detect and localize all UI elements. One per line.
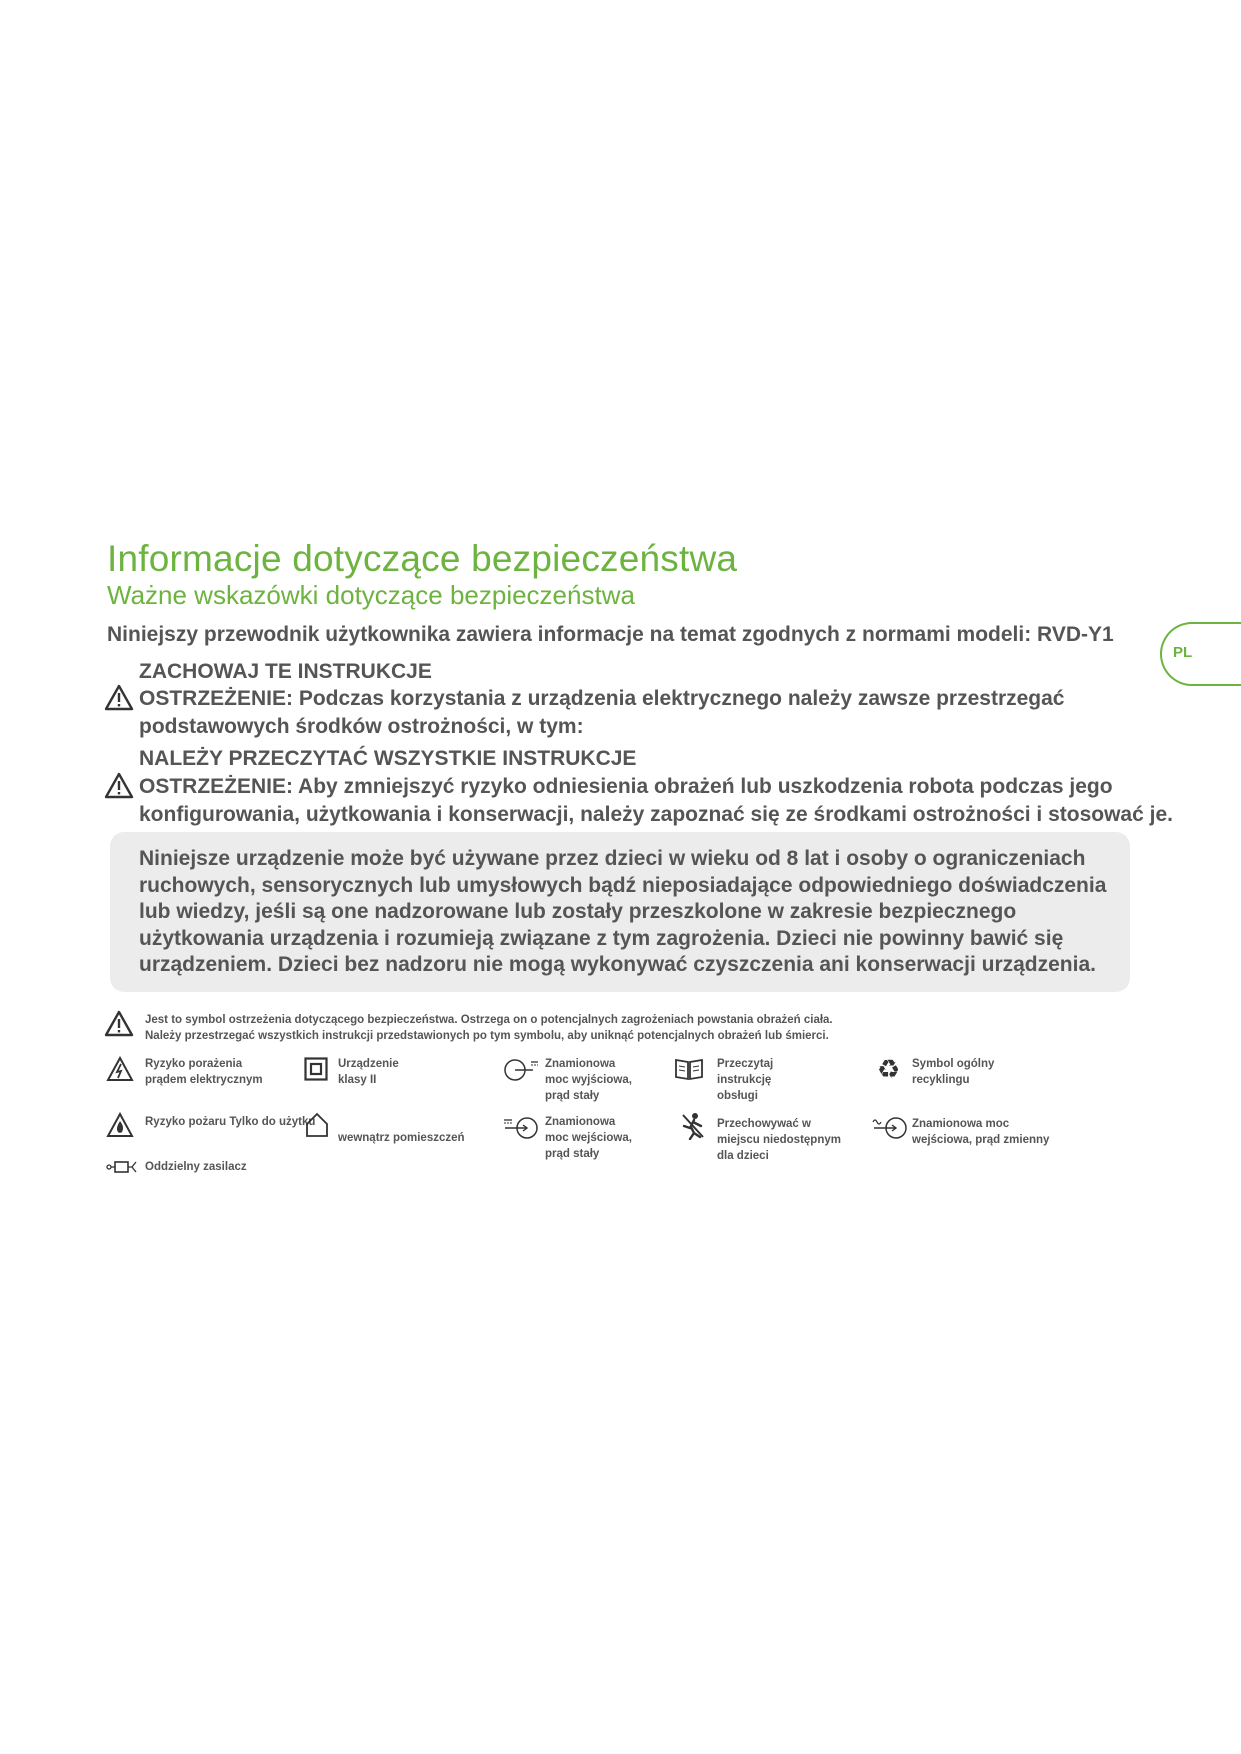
ac-input-icon (872, 1116, 908, 1140)
notice-line: urządzeniem. Dzieci bez nadzoru nie mogą wykonywać czyszczenia ani konserwacji urządzenia. (139, 953, 1096, 976)
intro-text: Niniejszy przewodnik użytkownika zawiera informacje na temat zgodnych z normami modeli: RVD-Y1 (107, 623, 1114, 646)
warning-1-line-2: podstawowych środków ostrożności, w tym: (139, 715, 584, 738)
keep-away-children-icon (680, 1112, 706, 1140)
recycle-icon: ♻ (877, 1055, 901, 1085)
symbol-label-dc-input: Znamionowa moc wejściowa, prąd stały (545, 1116, 632, 1160)
symbol-note-line-2: Należy przestrzegać wszystkich instrukcji przedstawionych po tym symbolu, aby uniknąć potencjalnych obrażeń lub śmierci. (145, 1030, 829, 1042)
symbol-label-dc-output: Znamionowa moc wyjściowa, prąd stały (545, 1058, 632, 1102)
symbol-label-fire: Ryzyko pożaru Tylko do użytku (145, 1116, 316, 1128)
warning-triangle-icon (104, 684, 134, 711)
power-supply-icon (106, 1160, 138, 1174)
language-label: PL (1173, 644, 1193, 661)
notice-line: użytkowania urządzenia i rozumieją związane z tym zagrożenia. Dzieci nie powinny bawić się (139, 926, 1064, 950)
dc-input-icon (503, 1116, 539, 1140)
symbol-label-children: Przechowywać w miejscu niedostępnym dla dzieci (717, 1118, 841, 1162)
warning-1-line-1: OSTRZEŻENIE: Podczas korzystania z urządzenia elektrycznego należy zawsze przestrzegać (139, 687, 1065, 710)
notice-line: lub wiedzy, jeśli są one nadzorowane lub zostały przeszkolone w zakresie bezpiecznego (139, 900, 1017, 923)
symbol-label-indoor: wewnątrz pomieszczeń (338, 1132, 465, 1144)
symbol-label-manual: Przeczytaj instrukcję obsługi (717, 1058, 774, 1102)
symbol-label-psu: Oddzielny zasilacz (145, 1161, 247, 1173)
read-manual-icon (674, 1057, 704, 1081)
warning-triangle-icon (104, 1010, 134, 1037)
notice-text (139, 846, 1129, 979)
symbol-label-shock: Ryzyko porażenia prądem elektrycznym (145, 1058, 263, 1086)
notice-line: ruchowych, sensorycznych lub umysłowych bądź nieposiadające odpowiedniego doświadczenia (139, 873, 1107, 897)
page-subtitle: Ważne wskazówki dotyczące bezpieczeństwa (107, 580, 635, 610)
notice-line: Niniejsze urządzenie może być używane przez dzieci w wieku od 8 lat i osoby o ograniczeniach (139, 847, 1086, 870)
page-title: Informacje dotyczące bezpieczeństwa (107, 538, 738, 579)
language-tab (1160, 622, 1241, 686)
fire-hazard-icon (106, 1112, 134, 1138)
warning-2-line-1: OSTRZEŻENIE: Aby zmniejszyć ryzyko odniesienia obrażeń lub uszkodzenia robota podczas jego (139, 775, 1113, 798)
symbol-label-class2: Urządzenie klasy II (338, 1058, 399, 1086)
symbol-label-ac-input: Znamionowa moc wejściowa, prąd zmienny (912, 1118, 1050, 1146)
read-all-instructions: NALEŻY PRZECZYTAĆ WSZYSTKIE INSTRUKCJE (139, 747, 637, 770)
symbol-label-recycle: Symbol ogólny recyklingu (912, 1058, 995, 1086)
indoor-use-icon (305, 1112, 329, 1138)
electric-shock-icon (106, 1056, 134, 1082)
warning-triangle-icon (104, 772, 134, 799)
class-ii-icon (304, 1057, 328, 1081)
keep-instructions: ZACHOWAJ TE INSTRUKCJE (139, 660, 432, 683)
warning-2-line-2: konfigurowania, użytkowania i konserwacji, należy zapoznać się ze środkami ostrożności i stosować je. (139, 803, 1173, 826)
dc-output-icon (503, 1058, 539, 1082)
symbol-note-line-1: Jest to symbol ostrzeżenia dotyczącego bezpieczeństwa. Ostrzega on o potencjalnych zagrożeniach powstania obrażeń ciała. (145, 1014, 833, 1026)
